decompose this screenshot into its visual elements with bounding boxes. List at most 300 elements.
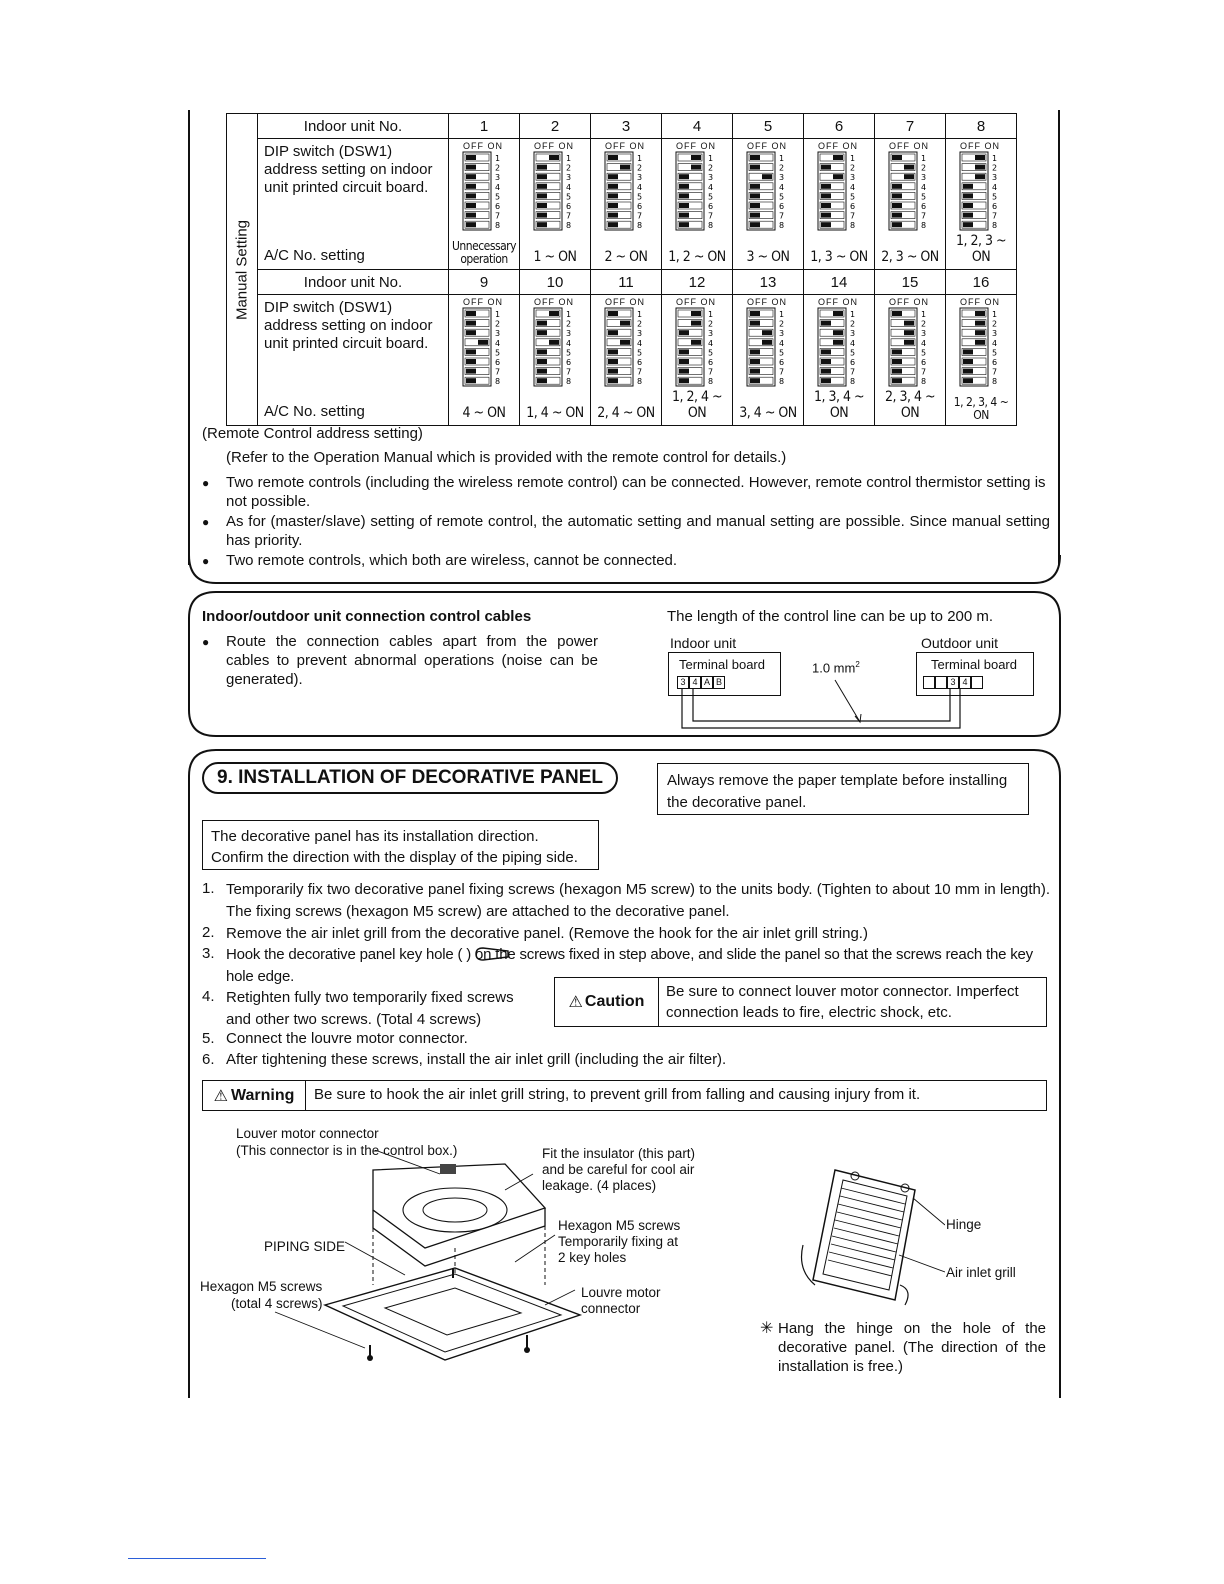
- svg-text:6: 6: [779, 202, 785, 211]
- warning-triangle-icon: ⚠: [568, 994, 583, 1011]
- dip-toggle: [537, 165, 547, 170]
- dip-toggle: [904, 165, 914, 170]
- step-5: Connect the louvre motor connector.: [226, 1030, 468, 1047]
- unit-no: 11: [591, 270, 662, 295]
- svg-text:7: 7: [566, 367, 572, 377]
- dip-toggle: [821, 193, 831, 198]
- dip-switch-cell: [591, 139, 662, 270]
- off-on-label: OFF ON: [463, 297, 503, 307]
- dip-toggle: [691, 155, 701, 160]
- dip-toggle: [963, 203, 973, 208]
- svg-text:8: 8: [566, 221, 572, 231]
- dip-toggle: [608, 213, 618, 218]
- dip-toggle: [608, 369, 618, 374]
- dip-toggle: [679, 378, 689, 383]
- svg-text:2: 2: [992, 319, 998, 329]
- svg-text:8: 8: [637, 377, 643, 387]
- svg-text:1: 1: [779, 310, 785, 319]
- fig-grill-label: Air inlet grill: [946, 1265, 1016, 1280]
- fig-louver-label: Louver motor connector: [236, 1126, 379, 1141]
- dip-toggle: [975, 165, 985, 170]
- dip-switch-icon: [745, 151, 793, 231]
- dip-switch-icon: [887, 151, 935, 231]
- dip-toggle: [750, 213, 760, 218]
- grill-illustration: [795, 1150, 945, 1310]
- svg-text:2: 2: [708, 163, 714, 173]
- svg-text:4: 4: [850, 182, 856, 192]
- dip-toggle: [691, 340, 701, 345]
- dip-toggle: [821, 349, 831, 354]
- dip-toggle: [821, 203, 831, 208]
- svg-text:6: 6: [779, 358, 785, 367]
- dip-toggle: [466, 193, 476, 198]
- svg-text:1: 1: [850, 310, 856, 319]
- svg-text:3: 3: [637, 173, 643, 183]
- svg-text:6: 6: [992, 358, 998, 367]
- off-on-label: OFF ON: [747, 297, 787, 307]
- unit-no: 8: [946, 114, 1017, 139]
- dip-toggle: [892, 193, 902, 198]
- svg-text:5: 5: [566, 192, 572, 202]
- dip-toggle: [466, 222, 476, 227]
- off-on-label: OFF ON: [960, 297, 1000, 307]
- dip-switch-cell: [449, 295, 520, 426]
- svg-text:3: 3: [495, 329, 501, 339]
- dip-toggle: [608, 349, 618, 354]
- unit-no: 16: [946, 270, 1017, 295]
- svg-text:3: 3: [850, 173, 856, 183]
- svg-text:2: 2: [637, 163, 643, 173]
- dip-switch-icon: [532, 307, 580, 387]
- dip-toggle: [833, 155, 843, 160]
- svg-text:3: 3: [992, 173, 998, 183]
- dip-toggle: [821, 321, 831, 326]
- svg-text:6: 6: [708, 358, 714, 367]
- off-on-label: OFF ON: [676, 297, 716, 307]
- dip-toggle: [975, 155, 985, 160]
- outdoor-terminals: 3 4: [923, 676, 983, 689]
- dip-switch-cell: [875, 139, 946, 270]
- svg-text:4: 4: [708, 182, 714, 192]
- svg-text:1: 1: [992, 154, 998, 163]
- cables-bullet: ● Route the connection cables apart from the power cables to prevent abnormal operations (noise can be generated).: [226, 632, 598, 689]
- svg-text:5: 5: [921, 192, 927, 202]
- svg-text:4: 4: [495, 338, 501, 348]
- svg-text:1: 1: [566, 310, 572, 319]
- remote-bullet-3: ● Two remote controls, which both are wireless, cannot be connected.: [226, 551, 677, 570]
- unit-label: Indoor unit No.: [258, 114, 449, 139]
- dip-toggle: [750, 193, 760, 198]
- dip-toggle: [750, 359, 760, 364]
- dip-toggle: [608, 203, 618, 208]
- unit-no: 5: [733, 114, 804, 139]
- dip-switch-cell: [520, 139, 591, 270]
- fig-hex4-label: Hexagon M5 screws: [200, 1279, 323, 1294]
- ac-no-value: 4 ~ ON: [462, 405, 506, 421]
- svg-text:8: 8: [708, 221, 714, 231]
- svg-text:5: 5: [637, 192, 643, 202]
- dip-toggle: [466, 184, 476, 189]
- svg-text:6: 6: [850, 358, 856, 367]
- unit-no: 7: [875, 114, 946, 139]
- dip-toggle: [466, 203, 476, 208]
- svg-text:2: 2: [779, 163, 785, 173]
- fig-hang-note: Hang the hinge on the hole of the decorative panel. (The direction of the installation is free.): [778, 1320, 1046, 1375]
- dip-toggle: [975, 311, 985, 316]
- dip-toggle: [466, 359, 476, 364]
- dip-switch-icon: [816, 151, 864, 231]
- dip-toggle: [537, 378, 547, 383]
- dip-switch-cell: [875, 295, 946, 426]
- dip-toggle: [821, 378, 831, 383]
- dip-toggle: [466, 174, 476, 179]
- dip-toggle: [975, 330, 985, 335]
- svg-text:3: 3: [779, 329, 785, 339]
- dip-toggle: [821, 369, 831, 374]
- unit-no: 2: [520, 114, 591, 139]
- dip-toggle: [750, 165, 760, 170]
- dip-toggle: [750, 378, 760, 383]
- svg-text:4: 4: [921, 182, 927, 192]
- dip-toggle: [537, 330, 547, 335]
- dip-toggle: [608, 378, 618, 383]
- dip-switch-icon: [674, 307, 722, 387]
- fig-louver-note: (This connector is in the control box.): [236, 1143, 458, 1158]
- svg-text:5: 5: [495, 348, 501, 358]
- svg-text:3: 3: [708, 329, 714, 339]
- svg-text:1: 1: [850, 154, 856, 163]
- svg-text:7: 7: [779, 367, 785, 377]
- svg-text:3: 3: [921, 173, 927, 183]
- svg-text:3: 3: [850, 329, 856, 339]
- dip-toggle: [608, 193, 618, 198]
- dip-switch-icon: [674, 151, 722, 231]
- dip-label: DIP switch (DSW1) address setting on indoor unit printed circuit board. A/C No. setting: [258, 295, 449, 426]
- dip-switch-icon: [461, 151, 509, 231]
- svg-text:3: 3: [779, 173, 785, 183]
- dip-toggle: [537, 213, 547, 218]
- ac-no-value: Unnecessary operation: [452, 239, 517, 266]
- dip-toggle: [821, 222, 831, 227]
- dip-switch-cell: [591, 295, 662, 426]
- svg-text:5: 5: [992, 348, 998, 358]
- caution-box: [554, 977, 1047, 1027]
- dip-toggle: [466, 321, 476, 326]
- dip-toggle: [679, 349, 689, 354]
- svg-text:1: 1: [637, 310, 643, 319]
- ac-no-value: 2, 3, 4 ~ ON: [884, 389, 936, 421]
- svg-text:7: 7: [637, 367, 643, 377]
- indoor-terminals: 3 4 A B: [677, 676, 725, 689]
- dip-switch-icon: [532, 151, 580, 231]
- unit-no: 13: [733, 270, 804, 295]
- dip-toggle: [537, 359, 547, 364]
- dip-toggle: [750, 222, 760, 227]
- dip-toggle: [466, 155, 476, 160]
- svg-text:2: 2: [921, 163, 927, 173]
- fig-piping-side-label: PIPING SIDE: [264, 1239, 346, 1254]
- dip-toggle: [691, 165, 701, 170]
- svg-text:6: 6: [637, 358, 643, 367]
- dip-toggle: [466, 311, 476, 316]
- unit-no: 3: [591, 114, 662, 139]
- off-on-label: OFF ON: [818, 297, 858, 307]
- unit-label: Indoor unit No.: [258, 270, 449, 295]
- svg-text:7: 7: [850, 211, 856, 221]
- svg-text:1: 1: [708, 154, 714, 163]
- fig-louvre-label: Louvre motor connector: [581, 1285, 661, 1316]
- dip-toggle: [608, 222, 618, 227]
- dip-toggle: [904, 340, 914, 345]
- fig-hinge-label: Hinge: [946, 1217, 982, 1232]
- svg-text:3: 3: [637, 329, 643, 339]
- svg-text:4: 4: [566, 338, 572, 348]
- ac-no-value: 3 ~ ON: [746, 249, 790, 265]
- svg-text:4: 4: [921, 338, 927, 348]
- dip-toggle: [679, 330, 689, 335]
- dip-toggle: [963, 359, 973, 364]
- dip-toggle: [608, 155, 618, 160]
- svg-text:1: 1: [566, 154, 572, 163]
- svg-text:4: 4: [779, 182, 785, 192]
- fig-hex2-label: Hexagon M5 screws Temporarily fixing at 2 key holes: [558, 1218, 681, 1265]
- dip-switch-cell: [662, 295, 733, 426]
- unit-no: 15: [875, 270, 946, 295]
- panel-illustration: [255, 1150, 595, 1365]
- dip-switch-cell: [662, 139, 733, 270]
- svg-text:7: 7: [921, 211, 927, 221]
- dip-toggle: [904, 321, 914, 326]
- dip-switch-table: [226, 113, 1017, 426]
- svg-text:6: 6: [495, 358, 501, 367]
- dip-toggle: [608, 311, 618, 316]
- dip-toggle: [537, 222, 547, 227]
- dip-toggle: [963, 349, 973, 354]
- dip-toggle: [537, 174, 547, 179]
- dip-toggle: [549, 340, 559, 345]
- dip-switch-cell: [804, 139, 875, 270]
- dip-toggle: [537, 184, 547, 189]
- svg-text:5: 5: [566, 348, 572, 358]
- dip-switch-icon: [603, 151, 651, 231]
- dip-toggle: [892, 184, 902, 189]
- svg-text:5: 5: [779, 192, 785, 202]
- svg-text:8: 8: [850, 377, 856, 387]
- dip-toggle: [892, 311, 902, 316]
- svg-text:7: 7: [992, 211, 998, 221]
- svg-text:2: 2: [850, 163, 856, 173]
- dip-switch-cell: [946, 295, 1017, 426]
- svg-text:7: 7: [992, 367, 998, 377]
- unit-no: 14: [804, 270, 875, 295]
- svg-text:8: 8: [637, 221, 643, 231]
- svg-text:7: 7: [495, 211, 501, 221]
- dip-toggle: [679, 203, 689, 208]
- dip-toggle: [466, 349, 476, 354]
- svg-text:3: 3: [921, 329, 927, 339]
- svg-text:5: 5: [779, 348, 785, 358]
- svg-text:4: 4: [708, 338, 714, 348]
- svg-text:2: 2: [779, 319, 785, 329]
- step-3: Hook the decorative panel key hole ( ) on the screws fixed in step above, and slide the panel so that the screws reach the key hole edge.: [226, 946, 1033, 985]
- dip-toggle: [963, 193, 973, 198]
- dip-switch-cell: [520, 295, 591, 426]
- svg-text:2: 2: [495, 163, 501, 173]
- dip-toggle: [963, 213, 973, 218]
- dip-toggle: [466, 330, 476, 335]
- dip-toggle: [833, 330, 843, 335]
- step-1: Temporarily fix two decorative panel fixing screws (hexagon M5 screw) to the units body. (Tighten to about 10 mm in length). The fixing screws (hexagon M5 screw) are attached to the decorative panel.: [226, 881, 1050, 920]
- svg-text:4: 4: [992, 182, 998, 192]
- indoor-terminal-board: Terminal board 3 4 A B: [668, 652, 781, 696]
- dip-toggle: [620, 340, 630, 345]
- ac-no-value: 2, 4 ~ ON: [597, 405, 655, 421]
- dip-toggle: [892, 222, 902, 227]
- svg-text:2: 2: [495, 319, 501, 329]
- svg-text:1: 1: [495, 154, 501, 163]
- svg-text:4: 4: [992, 338, 998, 348]
- template-note: Always remove the paper template before installing the decorative panel.: [657, 763, 1029, 815]
- off-on-label: OFF ON: [818, 141, 858, 151]
- fig-hex4-note: (total 4 screws): [231, 1296, 323, 1311]
- ac-no-value: 1, 4 ~ ON: [526, 405, 584, 421]
- dip-toggle: [679, 222, 689, 227]
- svg-text:3: 3: [495, 173, 501, 183]
- svg-text:1: 1: [921, 154, 927, 163]
- svg-text:3: 3: [566, 173, 572, 183]
- svg-text:6: 6: [637, 202, 643, 211]
- svg-text:8: 8: [992, 221, 998, 231]
- svg-text:4: 4: [637, 182, 643, 192]
- direction-note: The decorative panel has its installation direction. Confirm the direction with the display of the piping side.: [202, 820, 599, 870]
- off-on-label: OFF ON: [889, 141, 929, 151]
- svg-text:8: 8: [495, 221, 501, 231]
- svg-text:4: 4: [779, 338, 785, 348]
- svg-text:4: 4: [495, 182, 501, 192]
- off-on-label: OFF ON: [534, 141, 574, 151]
- indoor-unit-label: Indoor unit: [670, 635, 737, 651]
- svg-text:2: 2: [566, 319, 572, 329]
- dip-toggle: [892, 349, 902, 354]
- ac-no-value: 1 ~ ON: [533, 249, 577, 265]
- svg-text:7: 7: [708, 211, 714, 221]
- svg-text:7: 7: [566, 211, 572, 221]
- svg-text:5: 5: [850, 348, 856, 358]
- dip-toggle: [691, 311, 701, 316]
- svg-text:8: 8: [566, 377, 572, 387]
- dip-toggle: [466, 213, 476, 218]
- svg-text:6: 6: [850, 202, 856, 211]
- svg-text:5: 5: [992, 192, 998, 202]
- dip-toggle: [975, 174, 985, 179]
- svg-text:8: 8: [921, 377, 927, 387]
- dip-toggle: [904, 330, 914, 335]
- svg-text:1: 1: [637, 154, 643, 163]
- unit-no: 1: [449, 114, 520, 139]
- svg-text:4: 4: [566, 182, 572, 192]
- dip-toggle: [679, 213, 689, 218]
- dip-toggle: [549, 311, 559, 316]
- dip-switch-icon: [958, 307, 1006, 387]
- dip-toggle: [821, 165, 831, 170]
- svg-text:8: 8: [708, 377, 714, 387]
- dip-toggle: [833, 174, 843, 179]
- svg-text:7: 7: [637, 211, 643, 221]
- dip-toggle: [750, 155, 760, 160]
- dip-toggle: [537, 193, 547, 198]
- dip-toggle: [537, 321, 547, 326]
- dip-toggle: [892, 213, 902, 218]
- svg-text:1: 1: [992, 310, 998, 319]
- dip-toggle: [892, 359, 902, 364]
- cable-length: The length of the control line can be up to 200 m.: [667, 608, 994, 625]
- svg-text:7: 7: [850, 367, 856, 377]
- dip-switch-icon: [603, 307, 651, 387]
- dip-toggle: [821, 184, 831, 189]
- svg-text:7: 7: [708, 367, 714, 377]
- dip-toggle: [750, 184, 760, 189]
- step-4: Retighten fully two temporarily fixed screws and other two screws. (Total 4 screws): [226, 989, 514, 1028]
- dip-toggle: [892, 155, 902, 160]
- svg-text:3: 3: [708, 173, 714, 183]
- section9-title: 9. INSTALLATION OF DECORATIVE PANEL: [202, 762, 618, 794]
- dip-toggle: [833, 311, 843, 316]
- wiring-diagram: [660, 676, 980, 732]
- dip-toggle: [975, 321, 985, 326]
- step-6: After tightening these screws, install the air inlet grill (including the air filter).: [226, 1051, 727, 1068]
- svg-text:8: 8: [779, 221, 785, 231]
- svg-text:5: 5: [708, 348, 714, 358]
- step-2: Remove the air inlet grill from the decorative panel. (Remove the hook for the air inlet grill string.): [226, 925, 868, 942]
- frame-left-top: [188, 110, 190, 565]
- dip-toggle: [750, 311, 760, 316]
- svg-text:2: 2: [850, 319, 856, 329]
- svg-text:5: 5: [850, 192, 856, 202]
- svg-text:7: 7: [495, 367, 501, 377]
- dip-toggle: [679, 369, 689, 374]
- unit-no: 12: [662, 270, 733, 295]
- ac-no-value: 1, 2, 3, 4 ~ ON: [953, 395, 1009, 422]
- svg-text:1: 1: [495, 310, 501, 319]
- manual-setting-label: Manual Setting: [227, 114, 258, 426]
- svg-text:6: 6: [566, 358, 572, 367]
- dip-toggle: [620, 165, 630, 170]
- dip-toggle: [466, 369, 476, 374]
- dip-toggle: [750, 203, 760, 208]
- svg-text:6: 6: [921, 358, 927, 367]
- off-on-label: OFF ON: [889, 297, 929, 307]
- dip-switch-icon: [745, 307, 793, 387]
- dip-toggle: [750, 369, 760, 374]
- dip-toggle: [762, 174, 772, 179]
- dip-switch-icon: [958, 151, 1006, 231]
- ac-no-value: 3, 4 ~ ON: [739, 405, 797, 421]
- dip-label: DIP switch (DSW1) address setting on indoor unit printed circuit board. A/C No. setting: [258, 139, 449, 270]
- dip-toggle: [679, 174, 689, 179]
- ac-no-value: 1, 3 ~ ON: [810, 249, 868, 265]
- dip-switch-cell: [804, 295, 875, 426]
- wire-size: 1.0 $mm^2$: [812, 660, 860, 676]
- svg-text:8: 8: [779, 377, 785, 387]
- key-hole-icon: [474, 947, 510, 961]
- dip-toggle: [963, 378, 973, 383]
- outdoor-unit-label: Outdoor unit: [921, 635, 999, 651]
- svg-text:1: 1: [921, 310, 927, 319]
- dip-toggle: [963, 369, 973, 374]
- svg-text:5: 5: [921, 348, 927, 358]
- dip-toggle: [620, 321, 630, 326]
- remote-bullet-1: ● Two remote controls (including the wireless remote control) can be connected. However, remote control thermistor setting is not possible.: [226, 473, 1050, 511]
